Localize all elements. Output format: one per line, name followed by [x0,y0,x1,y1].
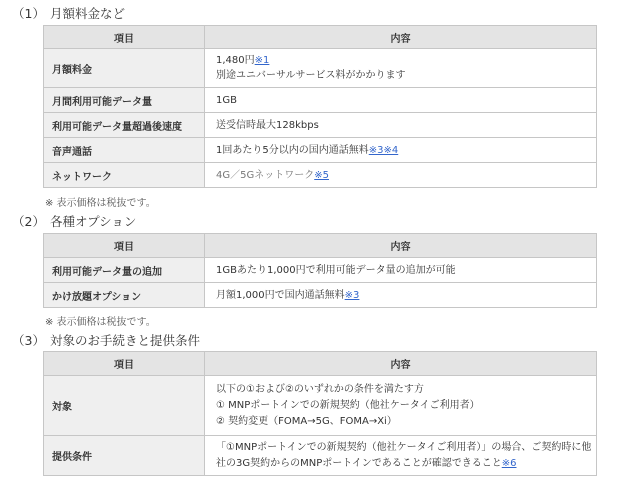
row-content [205,376,597,436]
table-row [44,283,597,308]
condition-line-2: 社の3G契約からのMNPポートインであることが確認できること [216,457,502,469]
row-label: ネットワーク [44,163,205,188]
section-3-number: （3） [12,333,45,348]
column-header-item: 項目 [44,234,205,258]
table-row [44,376,597,436]
row-content: 1GBあたり1,000円で利用可能データ量の追加が可能 [205,258,597,283]
footnote-link-4[interactable]: ※4 [383,144,399,156]
network-value: 4G／5Gネットワーク [216,169,315,181]
row-content [205,436,597,476]
section-3-heading [12,333,200,349]
row-content [205,49,597,88]
section-1-number: （1） [12,6,45,21]
column-header-item: 項目 [44,26,205,49]
table-row [44,436,597,476]
footnote-link-6[interactable]: ※6 [501,457,517,469]
column-header-content: 内容 [205,234,597,258]
section-2-heading [12,214,136,230]
row-label: 利用可能データ量超過後速度 [44,113,205,138]
footnote-link-3[interactable]: ※3 [344,289,360,301]
table-row [44,113,597,138]
row-content: 送受信時最大128kbps [205,113,597,138]
row-label: 月額料金 [44,49,205,88]
column-header-content: 内容 [205,26,597,49]
row-label: かけ放題オプション [44,283,205,308]
monthly-fee-value: 1,480円 [216,55,255,66]
condition-line-1: 「①MNPポートインでの新規契約（他社ケータイご利用者）」の場合、ご契約時に他 [216,441,592,453]
monthly-fee-table [43,25,597,188]
table-row [44,163,597,188]
table-row [44,138,597,163]
section-1-title: 月額料金など [50,6,126,21]
section-1-heading [12,6,125,22]
row-content [205,163,597,188]
target-line-1: 以下の①および②のいずれかの条件を満たす方 [216,383,424,395]
options-table [43,233,597,308]
universal-service-note: 別途ユニバーサルサービス料がかかります [216,70,406,81]
row-label: 利用可能データ量の追加 [44,258,205,283]
table-row [44,88,597,113]
row-label: 対象 [44,376,205,436]
tax-note: ※ 表示価格は税抜です。 [45,198,156,209]
tax-note: ※ 表示価格は税抜です。 [45,317,156,328]
row-label: 音声通話 [44,138,205,163]
footnote-link-3[interactable]: ※3 [368,144,384,156]
section-3-title: 対象のお手続きと提供条件 [50,333,201,348]
voice-call-value: 1回あたり5分以内の国内通話無料 [216,144,369,156]
table-row [44,258,597,283]
footnote-link-1[interactable]: ※1 [254,55,270,66]
section-2-title: 各種オプション [50,214,137,229]
table-row [44,49,597,88]
conditions-table [43,351,597,476]
target-line-2: ① MNPポートインでの新規契約（他社ケータイご利用者） [216,399,480,411]
row-label: 提供条件 [44,436,205,476]
footnote-link-5[interactable]: ※5 [314,169,329,181]
call-option-value: 月額1,000円で国内通話無料 [216,289,345,301]
row-label: 月間利用可能データ量 [44,88,205,113]
section-2-number: （2） [12,214,45,229]
row-content [205,283,597,308]
target-line-3: ② 契約変更（FOMA→5G、FOMA→Xi） [216,415,397,427]
row-content: 1GB [205,88,597,113]
row-content [205,138,597,163]
column-header-content: 内容 [205,352,597,376]
column-header-item: 項目 [44,352,205,376]
